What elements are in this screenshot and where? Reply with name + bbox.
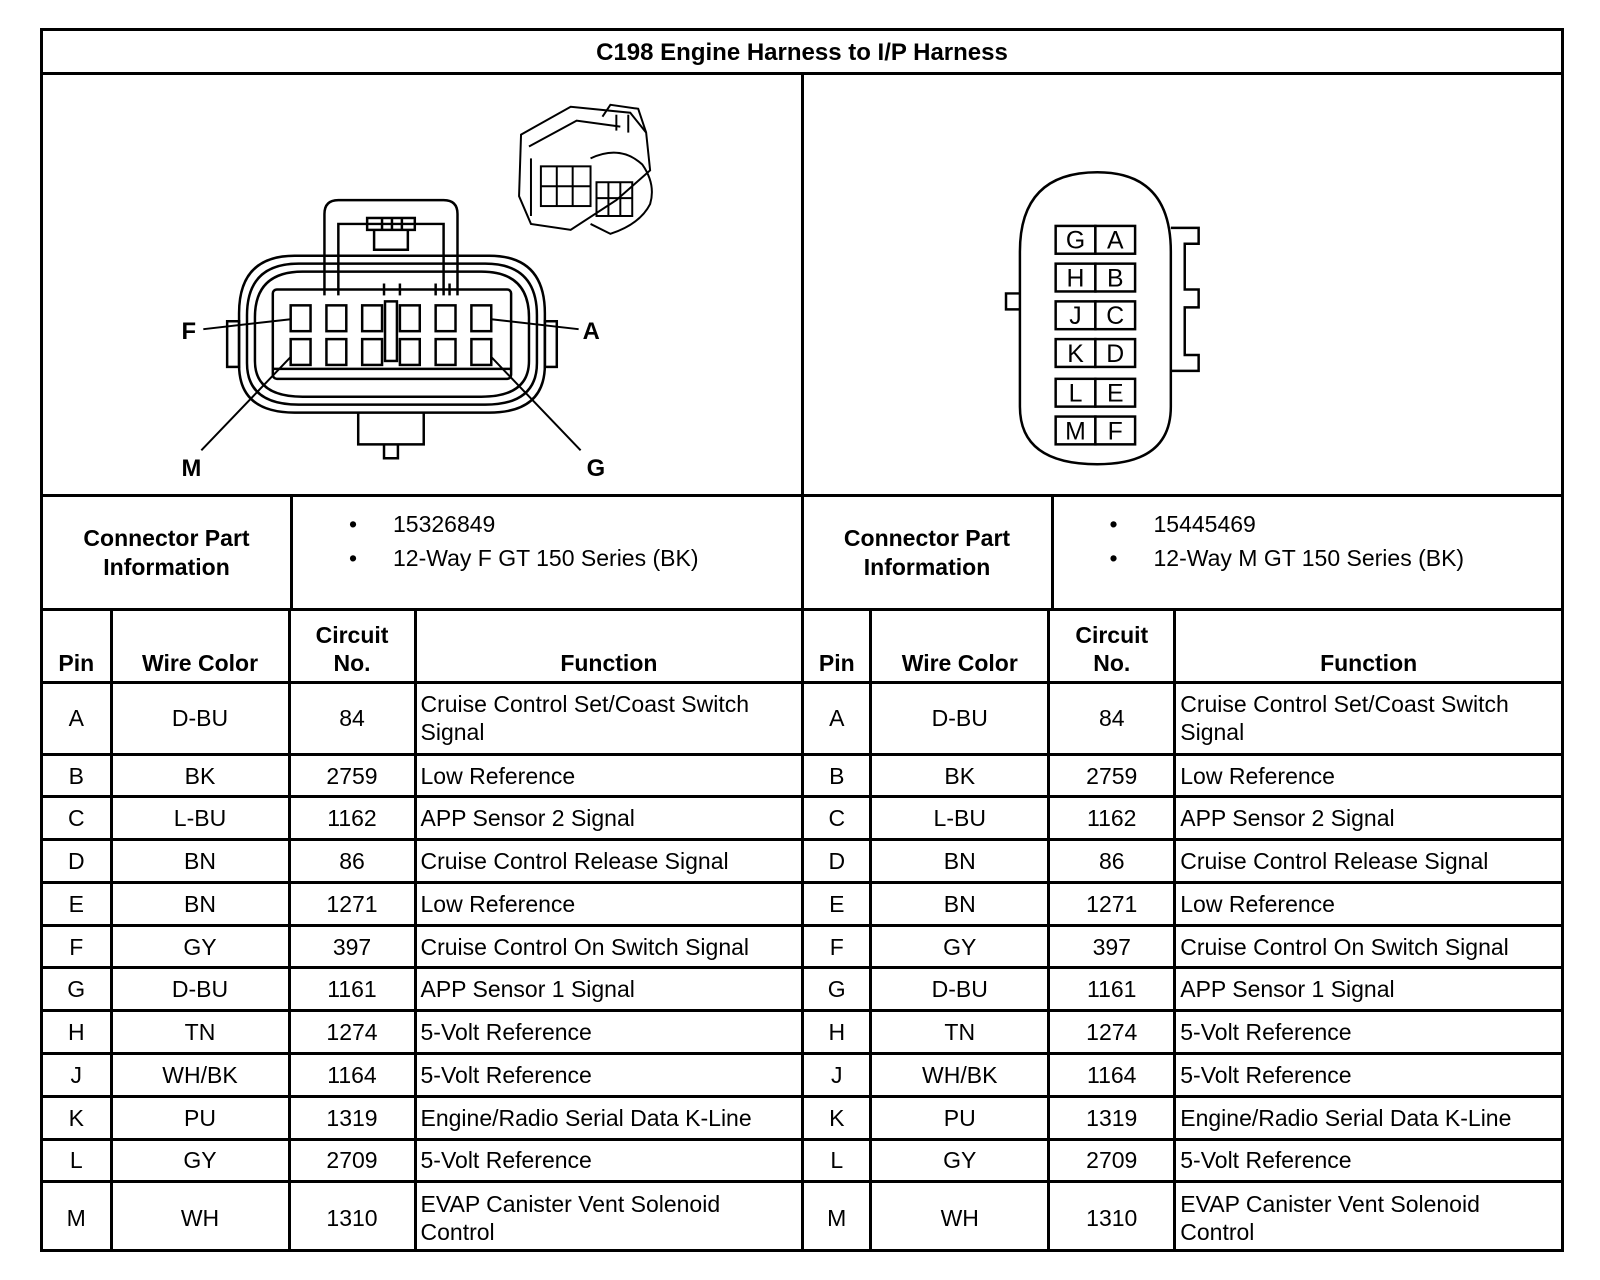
wire-color-cell: TN [111, 1011, 289, 1054]
header-wire-color: Wire Color [111, 611, 289, 683]
table-row [43, 968, 801, 1011]
circuit-no-cell: 397 [1049, 925, 1175, 968]
pin-cell: B [43, 754, 111, 797]
header-function: Function [1175, 611, 1561, 683]
female-connector-figure [43, 75, 801, 494]
function-cell: Engine/Radio Serial Data K-Line [415, 1096, 801, 1139]
wire-color-cell: D-BU [111, 968, 289, 1011]
pin-cell: A [803, 683, 871, 755]
male-pinout-table [801, 611, 1561, 1252]
female-part-info [43, 497, 801, 608]
circuit-no-cell: 1310 [289, 1182, 415, 1252]
pin-cell: H [43, 1011, 111, 1054]
pin-cell: F [43, 925, 111, 968]
wire-color-cell: D-BU [871, 968, 1049, 1011]
function-cell: 5-Volt Reference [1175, 1011, 1561, 1054]
table-row [803, 1011, 1561, 1054]
pin-cell: E [43, 882, 111, 925]
header-wire-color: Wire Color [871, 611, 1049, 683]
wire-color-cell: GY [871, 925, 1049, 968]
pin-cell: L [43, 1139, 111, 1182]
callout-f: F [181, 318, 197, 346]
function-cell: 5-Volt Reference [1175, 1054, 1561, 1097]
circuit-no-cell: 1164 [289, 1054, 415, 1097]
circuit-no-cell: 1162 [289, 797, 415, 840]
female-connector-drawing [43, 75, 801, 494]
table-row [803, 1054, 1561, 1097]
table-row [803, 797, 1561, 840]
wire-color-cell: BN [111, 882, 289, 925]
pin-cell: C [803, 797, 871, 840]
pin-label: D [1105, 340, 1124, 368]
table-row [43, 1182, 801, 1252]
table-row [43, 683, 801, 755]
function-cell: Cruise Control On Switch Signal [415, 925, 801, 968]
sheet-title: C198 Engine Harness to I/P Harness [43, 31, 1561, 75]
circuit-no-cell: 1161 [1049, 968, 1175, 1011]
table-row [803, 840, 1561, 883]
wire-color-cell: PU [111, 1096, 289, 1139]
pin-label: G [1065, 227, 1085, 255]
part-info-list [1054, 497, 1562, 608]
table-row [803, 754, 1561, 797]
pin-label: A [1106, 227, 1124, 255]
table-header-row [43, 611, 801, 683]
pin-cell: D [803, 840, 871, 883]
function-cell: 5-Volt Reference [415, 1054, 801, 1097]
table-row [803, 882, 1561, 925]
pin-label: H [1066, 265, 1084, 293]
circuit-no-cell: 397 [289, 925, 415, 968]
function-cell: Low Reference [1175, 882, 1561, 925]
pinout-tables [43, 611, 1561, 1252]
wire-color-cell: BN [871, 840, 1049, 883]
table-row [803, 683, 1561, 755]
function-cell: APP Sensor 2 Signal [415, 797, 801, 840]
circuit-no-cell: 86 [1049, 840, 1175, 883]
pin-label: M [1064, 418, 1086, 446]
table-row [43, 882, 801, 925]
pin-cell: B [803, 754, 871, 797]
pin-cell: H [803, 1011, 871, 1054]
circuit-no-cell: 84 [289, 683, 415, 755]
function-cell: EVAP Canister Vent Solenoid Control [1175, 1182, 1561, 1252]
function-cell: Cruise Control On Switch Signal [1175, 925, 1561, 968]
wire-color-cell: WH/BK [111, 1054, 289, 1097]
function-cell: Cruise Control Set/Coast Switch Signal [415, 683, 801, 755]
pin-cell: J [43, 1054, 111, 1097]
pin-cell: C [43, 797, 111, 840]
callout-m: M [181, 455, 202, 483]
header-function: Function [415, 611, 801, 683]
pin-label: B [1106, 265, 1124, 293]
male-pin-grid [1055, 226, 1134, 445]
function-cell: 5-Volt Reference [1175, 1139, 1561, 1182]
pin-label: C [1105, 303, 1124, 331]
circuit-no-cell: 1319 [1049, 1096, 1175, 1139]
pin-cell: G [43, 968, 111, 1011]
table-row [803, 925, 1561, 968]
pin-cell: D [43, 840, 111, 883]
function-cell: APP Sensor 1 Signal [415, 968, 801, 1011]
connector-figures [43, 75, 1561, 497]
wire-color-cell: GY [871, 1139, 1049, 1182]
circuit-no-cell: 2759 [1049, 754, 1175, 797]
circuit-no-cell: 1274 [1049, 1011, 1175, 1054]
table-row [803, 1096, 1561, 1139]
function-cell: 5-Volt Reference [415, 1139, 801, 1182]
wire-color-cell: BN [111, 840, 289, 883]
pin-cell: M [803, 1182, 871, 1252]
wire-color-cell: BK [871, 754, 1049, 797]
circuit-no-cell: 1319 [289, 1096, 415, 1139]
pin-label: J [1068, 303, 1082, 331]
function-cell: Cruise Control Set/Coast Switch Signal [1175, 683, 1561, 755]
function-cell: Low Reference [415, 882, 801, 925]
table-row [43, 1054, 801, 1097]
table-row [43, 797, 801, 840]
circuit-no-cell: 2709 [1049, 1139, 1175, 1182]
pin-cell: K [43, 1096, 111, 1139]
wire-color-cell: L-BU [111, 797, 289, 840]
connector-part-info [43, 497, 1561, 611]
part-info-list [293, 497, 801, 608]
table-row [43, 1139, 801, 1182]
circuit-no-cell: 1162 [1049, 797, 1175, 840]
female-pinout-table [43, 611, 801, 1252]
table-row [43, 754, 801, 797]
circuit-no-cell: 1271 [289, 882, 415, 925]
part-info-label: Connector Part Information [43, 497, 293, 608]
pin-cell: M [43, 1182, 111, 1252]
connector-sheet [40, 28, 1564, 1252]
header-pin: Pin [803, 611, 871, 683]
circuit-no-cell: 1161 [289, 968, 415, 1011]
pin-cell: E [803, 882, 871, 925]
circuit-no-cell: 84 [1049, 683, 1175, 755]
header-circuit-no: Circuit No. [289, 611, 415, 683]
function-cell: 5-Volt Reference [415, 1011, 801, 1054]
wire-color-cell: GY [111, 925, 289, 968]
circuit-no-cell: 1310 [1049, 1182, 1175, 1252]
wire-color-cell: TN [871, 1011, 1049, 1054]
male-connector-drawing [804, 75, 1562, 494]
function-cell: Cruise Control Release Signal [1175, 840, 1561, 883]
table-row [803, 968, 1561, 1011]
function-cell: Low Reference [1175, 754, 1561, 797]
function-cell: APP Sensor 2 Signal [1175, 797, 1561, 840]
table-row [803, 1139, 1561, 1182]
part-info-label: Connector Part Information [804, 497, 1054, 608]
table-header-row [803, 611, 1561, 683]
circuit-no-cell: 1164 [1049, 1054, 1175, 1097]
pin-cell: K [803, 1096, 871, 1139]
wire-color-cell: PU [871, 1096, 1049, 1139]
wire-color-cell: WH [871, 1182, 1049, 1252]
callout-a: A [582, 318, 600, 346]
connector-isometric-icon [519, 105, 652, 234]
part-number: • 15326849 [393, 507, 801, 541]
wire-color-cell: D-BU [111, 683, 289, 755]
circuit-no-cell: 1274 [289, 1011, 415, 1054]
circuit-no-cell: 86 [289, 840, 415, 883]
wire-color-cell: L-BU [871, 797, 1049, 840]
table-row [43, 925, 801, 968]
function-cell: Low Reference [415, 754, 801, 797]
male-connector-figure [801, 75, 1562, 494]
callout-g: G [586, 455, 606, 483]
pin-cell: J [803, 1054, 871, 1097]
part-number: • 15445469 [1154, 507, 1562, 541]
circuit-no-cell: 2759 [289, 754, 415, 797]
function-cell: EVAP Canister Vent Solenoid Control [415, 1182, 801, 1252]
circuit-no-cell: 1271 [1049, 882, 1175, 925]
part-description: • 12-Way M GT 150 Series (BK) [1154, 541, 1562, 575]
table-row [43, 1011, 801, 1054]
pin-label: F [1107, 418, 1123, 446]
pin-cell: L [803, 1139, 871, 1182]
wire-color-cell: GY [111, 1139, 289, 1182]
pin-cell: F [803, 925, 871, 968]
pin-cell: A [43, 683, 111, 755]
wire-color-cell: WH [111, 1182, 289, 1252]
function-cell: Engine/Radio Serial Data K-Line [1175, 1096, 1561, 1139]
function-cell: APP Sensor 1 Signal [1175, 968, 1561, 1011]
table-row [43, 840, 801, 883]
pin-label: K [1066, 340, 1084, 368]
pin-label: E [1106, 380, 1124, 408]
wire-color-cell: D-BU [871, 683, 1049, 755]
function-cell: Cruise Control Release Signal [415, 840, 801, 883]
table-row [43, 1096, 801, 1139]
wire-color-cell: BN [871, 882, 1049, 925]
header-circuit-no: Circuit No. [1049, 611, 1175, 683]
header-pin: Pin [43, 611, 111, 683]
wire-color-cell: WH/BK [871, 1054, 1049, 1097]
table-row [803, 1182, 1561, 1252]
pin-cell: G [803, 968, 871, 1011]
pin-label: L [1068, 380, 1082, 408]
part-description: • 12-Way F GT 150 Series (BK) [393, 541, 801, 575]
circuit-no-cell: 2709 [289, 1139, 415, 1182]
male-part-info [801, 497, 1562, 608]
wire-color-cell: BK [111, 754, 289, 797]
